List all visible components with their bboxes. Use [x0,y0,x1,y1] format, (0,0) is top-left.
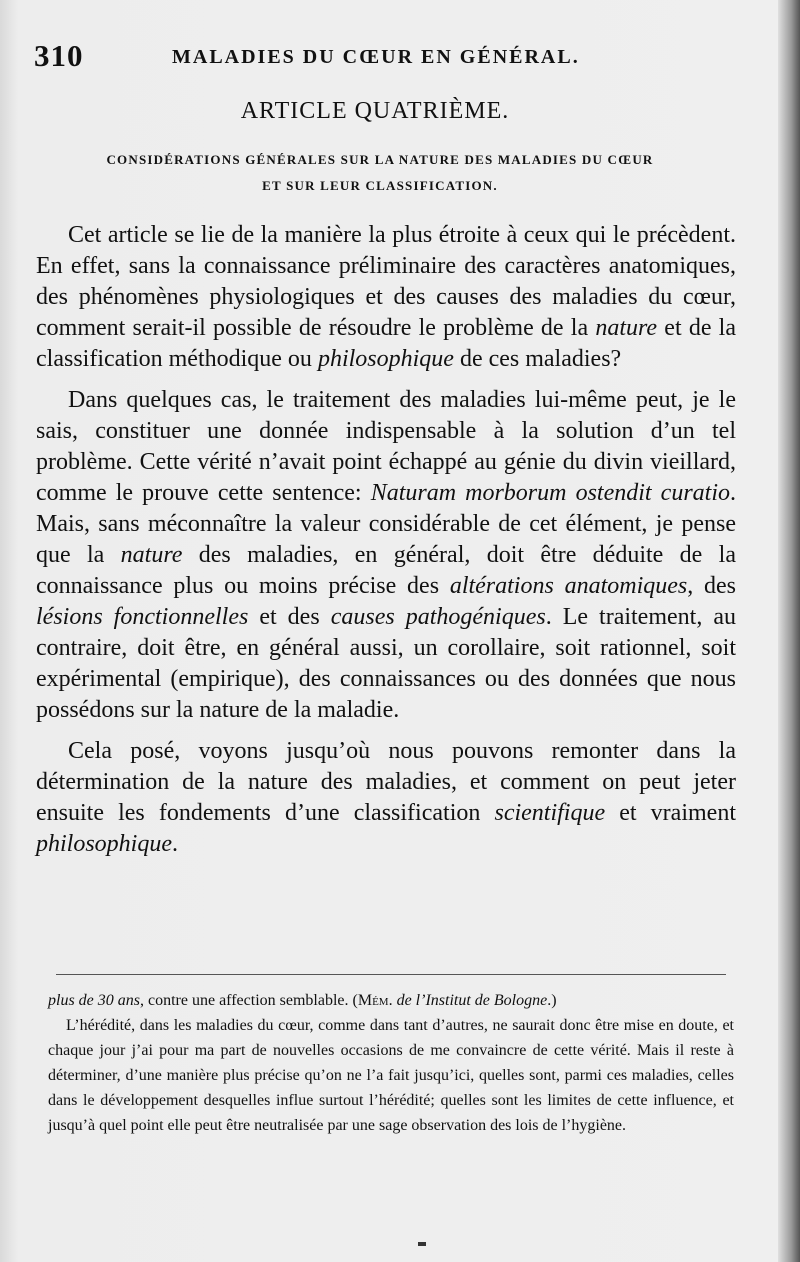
paragraph-2 [36,385,736,726]
p3-italic-scientifique: scientifique [494,800,606,826]
p2-italic-nature: nature [120,542,183,568]
p1-text-2: et de la classification méthodique ou [36,315,736,372]
p2-text-2: . Mais, sans méconnaître la valeur considérable de cet élément, je pense que la [36,480,737,568]
p2-text-6: . Le traitement, au contraire, doit être, en général aussi, un corollaire, soit rationnel, soit expérimental (empirique), des connaissances ou des données que nous possédons sur la nature de la maladie. [36,604,736,723]
p3-text: Cela posé, voyons jusqu’où nous pouvons remonter dans la détermination de la nature des maladies, et comment on peut jeter ensuite les fondements d’une classification [36,738,736,826]
footnote-text-end: .) [547,992,557,1009]
p2-text-5: et des [248,604,331,630]
footnote-memoire-abbrev: Mém. [357,992,393,1009]
p3-text-3: . [172,831,178,857]
p2-text-4: , des [687,573,737,599]
footnote-italic-institut: de l’Institut de Bologne [392,992,548,1009]
footnote-heredite: L’hérédité, dans les maladies du cœur, comme dans tant d’autres, ne saurait donc être mise en doute, et chaque jour j’ai pour ma part de nouvelles occasions de me convaincre de cette vérité. Mais il reste à déterminer, d’une manière plus précise qu’on ne l’a fait jusqu’ici, quelles sont, parmi ces maladies, celles dans le développement desquelles influe surtout l’hérédité; quelles sont les limites de cette influence, et jusqu’à quel point elle peut être neutralisée par une sage observation des lois de l’hygiène. [48,1017,734,1134]
body-text [36,220,736,870]
printer-mark [418,1242,426,1246]
p3-italic-philosophique: philosophique [36,831,172,857]
p1-text-3: de ces maladies? [453,346,622,372]
p3-text-2: et vraiment [605,800,736,826]
p2-text-3: des maladies, en général, doit être déduite de la connaissance plus ou moins précise des [36,542,736,599]
p2-italic-lesions: lésions fonctionnelles [36,604,249,630]
page-edge-shadow [778,0,800,1262]
article-title: ARTICLE QUATRIÈME. [240,98,510,124]
page-number: 310 [34,38,84,73]
footnote-text: , contre une affection semblable. ( [140,992,358,1009]
article-subtitle-line-1: CONSIDÉRATIONS GÉNÉRALES SUR LA NATURE DES MALADIES DU CŒUR [106,152,654,167]
p1-text: Cet article se lie de la manière la plus étroite à ceux qui le précèdent. En effet, sans la connaissance préliminaire des caractères anatomiques, des phénomènes physiologiques et des causes des maladies du cœur, comment serait-il possible de résoudre le problème de la [36,222,736,341]
p2-text: Dans quelques cas, le traitement des maladies lui-même peut, je le sais, constituer une donnée indispensable à la solution d’un tel problème. Cette vérité n’avait point échappé au génie du divin vieillard, comme le prouve cette sentence: [36,387,736,506]
paragraph-3 [36,736,736,860]
p2-italic-latin-quote: Naturam morborum ostendit curatio [370,480,731,506]
p1-italic-philosophique: philosophique [317,346,454,372]
footnotes [48,988,734,1138]
paragraph-1 [36,220,736,375]
p2-italic-causes: causes pathogéniques [330,604,546,630]
article-subtitle-line-2: ET SUR LEUR CLASSIFICATION. [262,178,498,193]
p1-italic-nature: nature [595,315,658,341]
footnote-continuation [48,988,734,1013]
p2-italic-alterations: altérations anatomiques [449,573,688,599]
footnote-divider [56,974,726,975]
footnote-italic-years: plus de 30 ans [48,992,140,1009]
running-head [34,38,734,72]
running-title: MALADIES DU CŒUR EN GÉNÉRAL. [172,46,580,68]
